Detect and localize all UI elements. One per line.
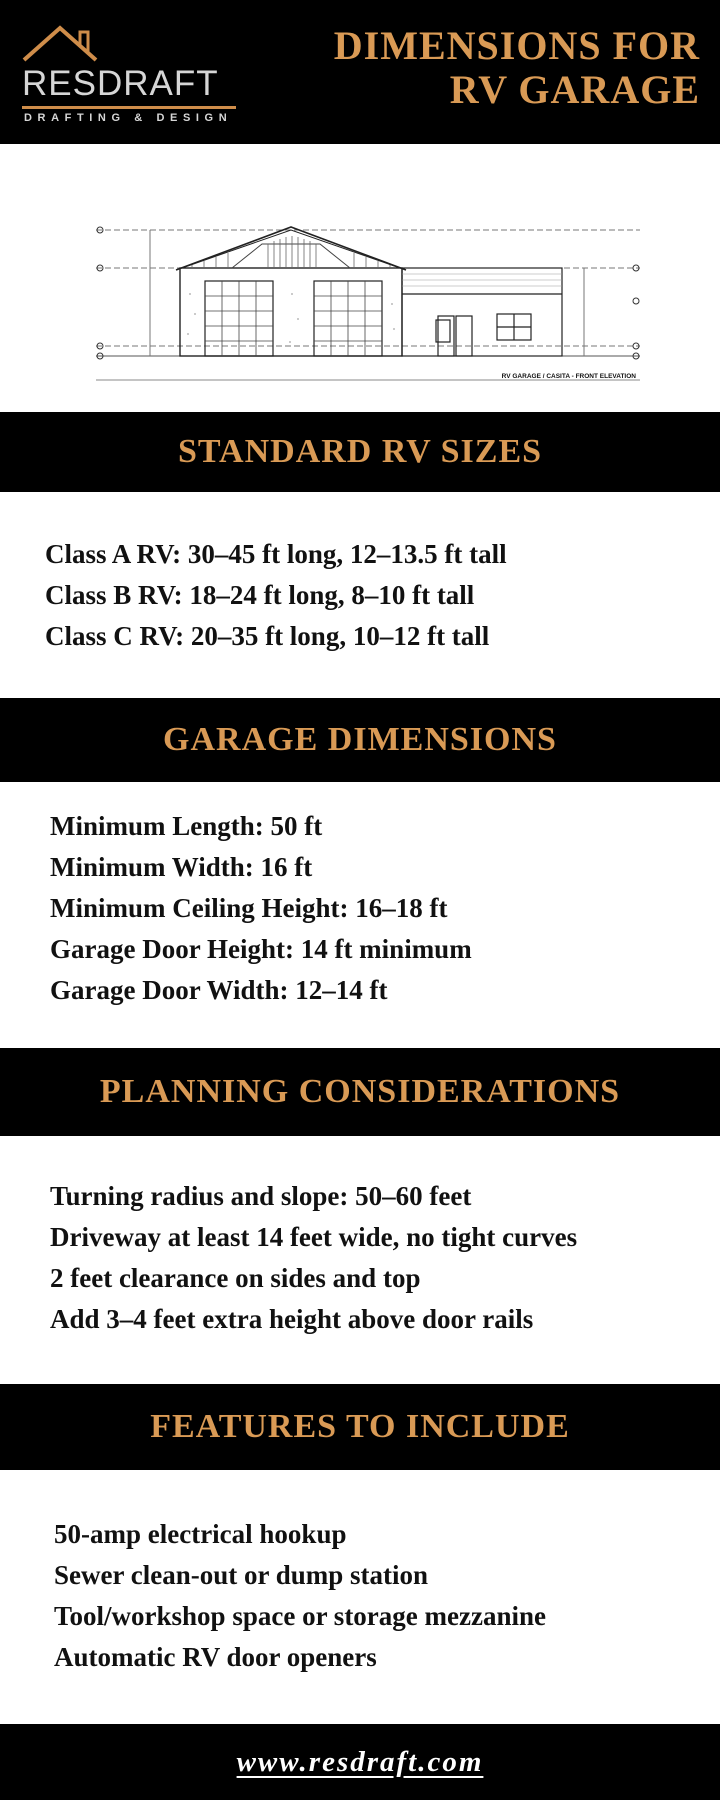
front-elevation-drawing [0,144,720,412]
resdraft-logo[interactable] [22,24,262,124]
section-features-to-include [0,1470,720,1724]
header [0,0,720,144]
band-garage-dimensions [0,698,720,782]
logo-res: RES [22,64,97,103]
list-item: Garage Door Height: 14 ft minimum [50,934,472,964]
house-roof-icon [22,24,102,68]
list-item: Automatic RV door openers [54,1642,377,1672]
list-item: Minimum Length: 50 ft [50,811,323,841]
band-features-to-include [0,1384,720,1470]
website-link[interactable]: www.resdraft.com [236,1746,484,1778]
title-line-2: RV GARAGE [449,67,700,112]
logo-underline [22,106,236,109]
section-standard-rv-sizes [0,492,720,698]
band-planning-considerations [0,1048,720,1136]
list-item: Sewer clean-out or dump station [54,1560,429,1590]
logo-draft: DRAFT [96,64,219,103]
list-item: Driveway at least 14 feet wide, no tight curves [50,1222,578,1252]
list-item: Garage Door Width: 12–14 ft [50,975,388,1005]
section-garage-dimensions [0,782,720,1048]
footer [0,1724,720,1800]
list-item: Minimum Ceiling Height: 16–18 ft [50,893,448,923]
list-item: Class C RV: 20–35 ft long, 10–12 ft tall [45,621,490,651]
drawing-caption: RV GARAGE / CASITA - FRONT ELEVATION [501,373,636,380]
list-item: Add 3–4 feet extra height above door rails [50,1304,534,1334]
band-standard-rv-sizes [0,412,720,492]
list-item: Turning radius and slope: 50–60 feet [50,1181,472,1211]
section-title-features-to-include: FEATURES TO INCLUDE [150,1408,570,1445]
page-title [280,24,700,112]
logo-wordmark [22,64,219,104]
list-item: 50-amp electrical hookup [54,1519,347,1549]
section-title-garage-dimensions: GARAGE DIMENSIONS [163,721,557,758]
logo-tagline: DRAFTING & DESIGN [24,112,233,124]
section-planning-considerations [0,1136,720,1384]
list-item: 2 feet clearance on sides and top [50,1263,421,1293]
title-line-1: DIMENSIONS FOR [333,23,700,68]
list-item: Minimum Width: 16 ft [50,852,313,882]
section-title-standard-rv-sizes: STANDARD RV SIZES [177,433,543,470]
elevation-svg [0,144,720,412]
list-item: Class A RV: 30–45 ft long, 12–13.5 ft tall [45,539,507,569]
section-title-planning-considerations: PLANNING CONSIDERATIONS [99,1073,621,1110]
list-item: Tool/workshop space or storage mezzanine [54,1601,546,1631]
list-item: Class B RV: 18–24 ft long, 8–10 ft tall [45,580,475,610]
